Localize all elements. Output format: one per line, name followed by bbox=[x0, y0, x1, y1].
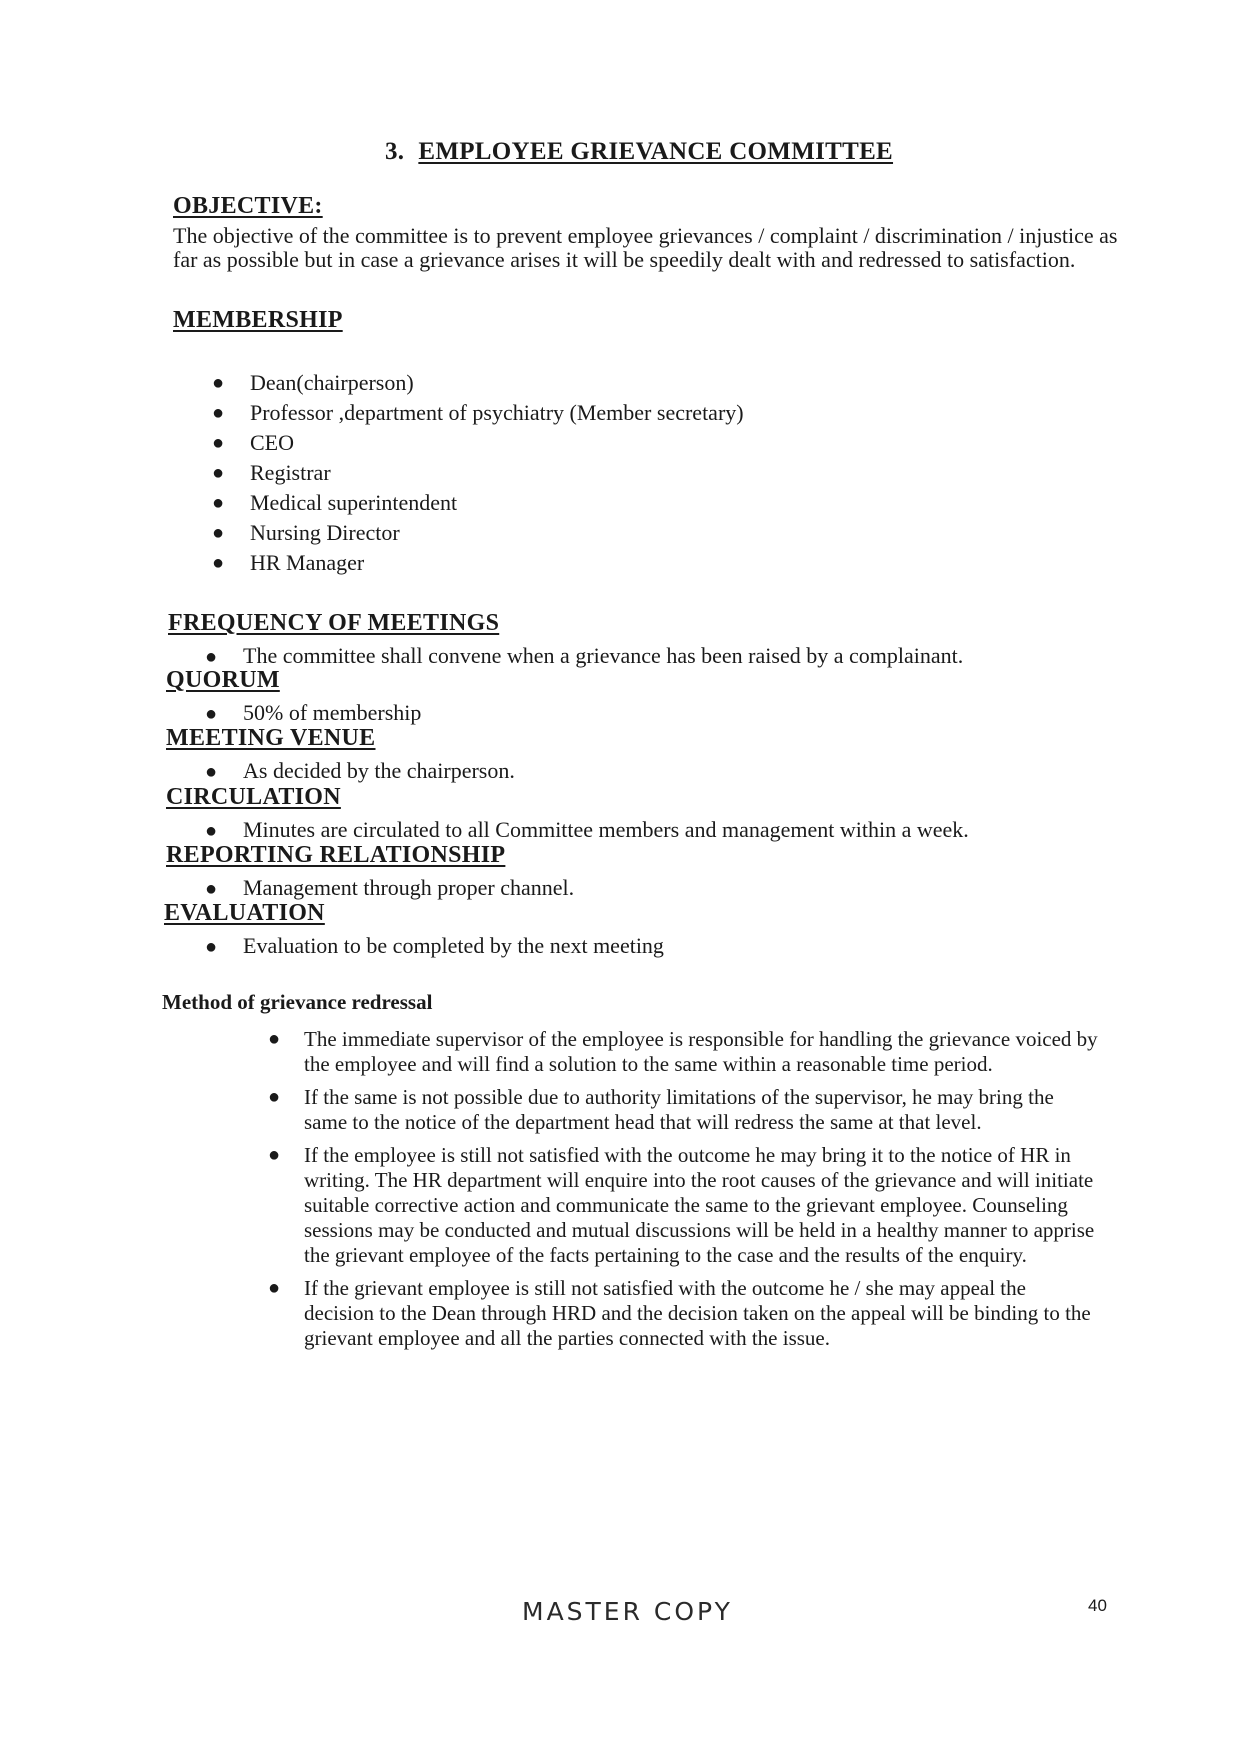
reporting-item: ● Management through proper channel. bbox=[205, 875, 575, 900]
list-item: ● Registrar bbox=[212, 458, 744, 488]
bullet-icon: ● bbox=[212, 462, 225, 484]
bullet-icon: ● bbox=[212, 522, 225, 544]
bullet-icon: ● bbox=[268, 1086, 281, 1108]
membership-heading: MEMBERSHIP bbox=[173, 307, 343, 333]
list-item: ● HR Manager bbox=[212, 548, 744, 578]
bullet-icon: ● bbox=[268, 1144, 281, 1166]
evaluation-item: ● Evaluation to be completed by the next meeting bbox=[205, 933, 664, 958]
bullet-icon: ● bbox=[205, 936, 218, 958]
section-number: 3. bbox=[385, 138, 405, 165]
list-item: ● If the same is not possible due to authority limitations of the supervisor, he may bring the same to the notice of the department head that will redress the same at that level. bbox=[268, 1085, 1054, 1134]
circulation-item: ● Minutes are circulated to all Committee members and management within a week. bbox=[205, 817, 969, 842]
page-title bbox=[385, 138, 893, 166]
objective-text: The objective of the committee is to prevent employee grievances / complaint / discrimination / injustice as far as possible but in case a grievance arises it will be speedily dealt with and redressed to satisfaction. bbox=[173, 223, 1118, 272]
bullet-icon: ● bbox=[212, 402, 225, 424]
bullet-icon: ● bbox=[212, 492, 225, 514]
list-item: ● The immediate supervisor of the employee is responsible for handling the grievance voiced by the employee and will find a solution to the same within a reasonable time period. bbox=[268, 1027, 1098, 1076]
bullet-icon: ● bbox=[212, 372, 225, 394]
list-item: ● Nursing Director bbox=[212, 518, 744, 548]
list-item: ● If the employee is still not satisfied with the outcome he may bring it to the notice of HR in writing. The HR department will enquire into the root causes of the grievance and will initiate suitable corrective action and communicate the same to the grievant employee. Counseling sessions may be conducted and mutual discussions will be held in a healthy manner to apprise the grievant employee of the facts pertaining to the case and the results of the enquiry. bbox=[268, 1143, 1095, 1267]
method-heading: Method of grievance redressal bbox=[162, 990, 433, 1014]
bullet-icon: ● bbox=[205, 703, 218, 725]
quorum-item: ● 50% of membership bbox=[205, 700, 422, 725]
bullet-icon: ● bbox=[205, 820, 218, 842]
circulation-heading: CIRCULATION bbox=[166, 784, 341, 810]
bullet-icon: ● bbox=[205, 761, 218, 783]
bullet-icon: ● bbox=[268, 1028, 281, 1050]
list-item: ● Professor ,department of psychiatry (Member secretary) bbox=[212, 398, 744, 428]
list-item: ● CEO bbox=[212, 428, 744, 458]
frequency-heading: FREQUENCY OF MEETINGS bbox=[168, 610, 500, 636]
reporting-heading: REPORTING RELATIONSHIP bbox=[166, 842, 506, 868]
evaluation-heading: EVALUATION bbox=[164, 900, 325, 926]
objective-heading: OBJECTIVE: bbox=[173, 193, 323, 219]
bullet-icon: ● bbox=[268, 1277, 281, 1299]
quorum-heading: QUORUM bbox=[166, 667, 280, 693]
membership-list bbox=[212, 368, 744, 578]
bullet-icon: ● bbox=[212, 432, 225, 454]
list-item: ● If the grievant employee is still not satisfied with the outcome he / she may appeal the decision to the Dean through HRD and the decision taken on the appeal will be binding to the grievant employee and all the parties connected with the issue. bbox=[268, 1276, 1091, 1350]
list-item: ● Medical superintendent bbox=[212, 488, 744, 518]
section-title: EMPLOYEE GRIEVANCE COMMITTEE bbox=[418, 138, 894, 165]
master-copy-stamp: MASTER COPY bbox=[522, 1597, 733, 1626]
venue-item: ● As decided by the chairperson. bbox=[205, 758, 515, 783]
venue-heading: MEETING VENUE bbox=[166, 725, 376, 751]
method-list bbox=[268, 1027, 1098, 1359]
bullet-icon: ● bbox=[205, 878, 218, 900]
frequency-item: ● The committee shall convene when a grievance has been raised by a complainant. bbox=[205, 643, 964, 668]
bullet-icon: ● bbox=[205, 646, 218, 668]
page-number: 40 bbox=[1088, 1596, 1107, 1615]
bullet-icon: ● bbox=[212, 552, 225, 574]
list-item: ● Dean(chairperson) bbox=[212, 368, 744, 398]
